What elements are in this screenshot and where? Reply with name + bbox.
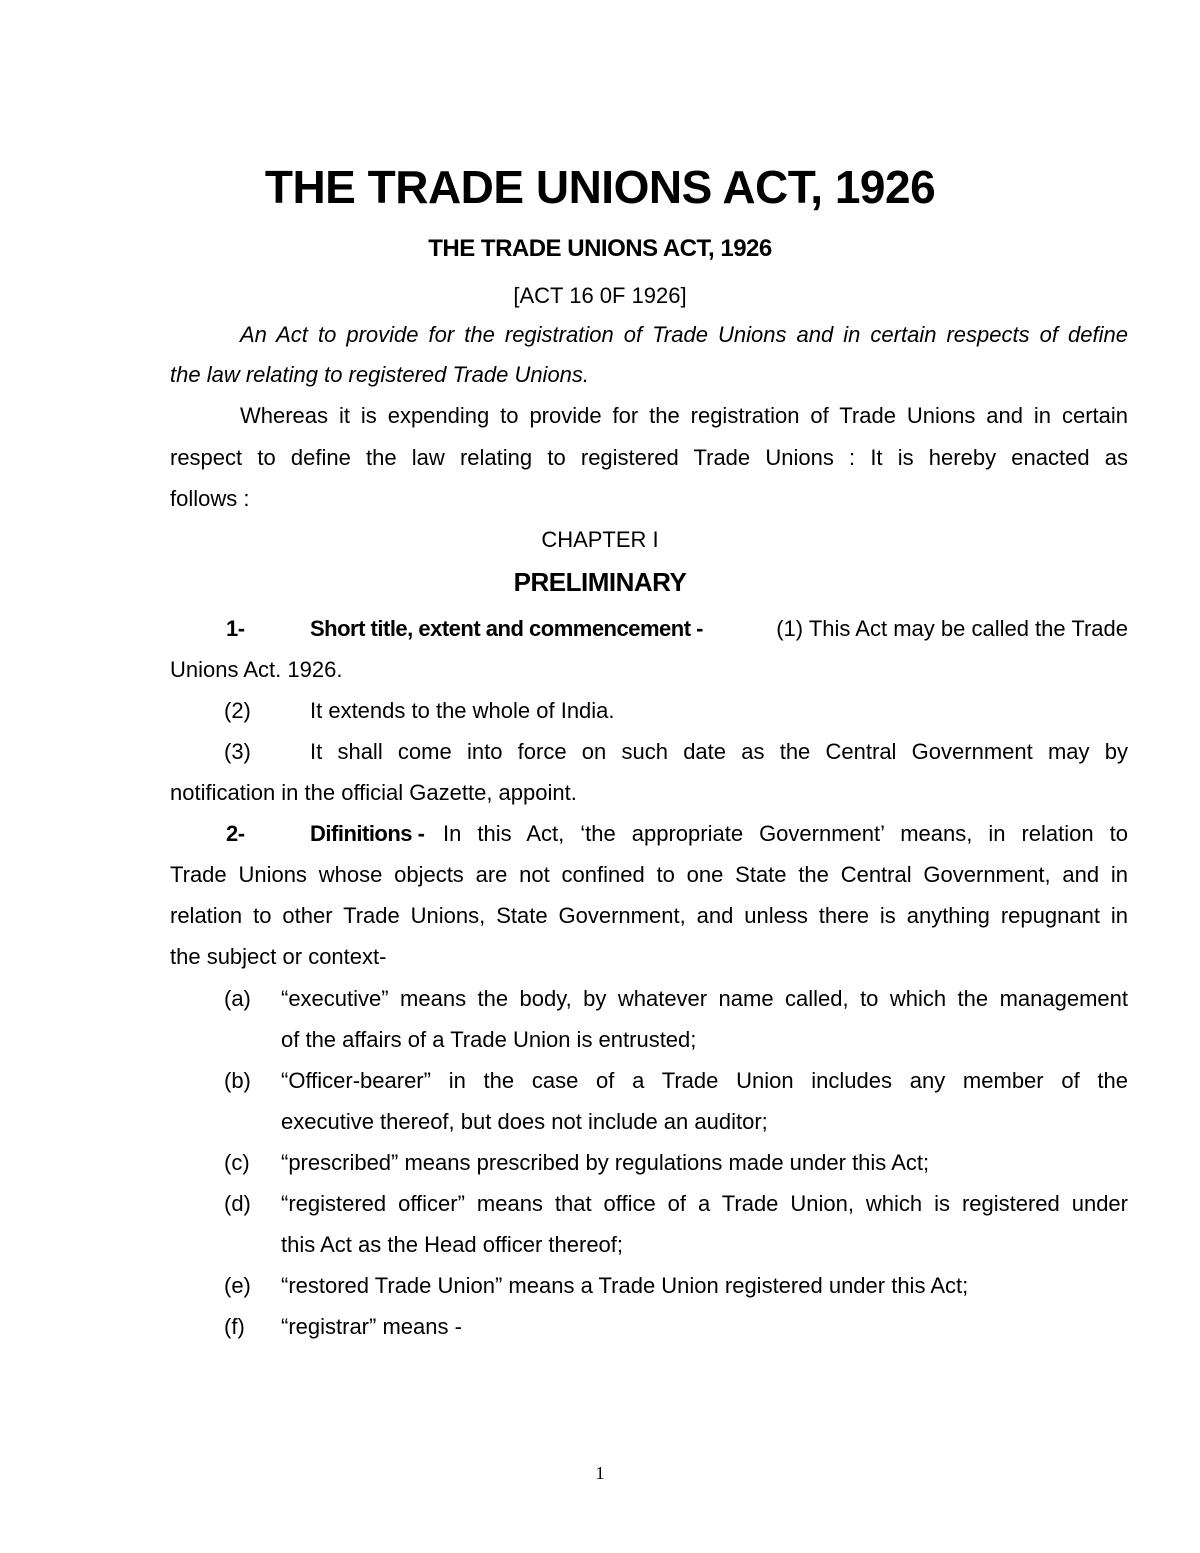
subsection-2-text: It extends to the whole of India. (310, 698, 615, 723)
section-2-text-line-4: the subject or context- (170, 944, 387, 969)
definition-text: “registrar” means - (281, 1314, 462, 1339)
definition-text-cont: executive thereof, but does not include an auditor; (281, 1109, 768, 1134)
definition-text: “restored Trade Union” means a Trade Union registered under this Act; (281, 1273, 969, 1298)
definition-label: (e) (224, 1273, 251, 1298)
definition-label: (c) (224, 1150, 250, 1175)
definition-text: “executive” means the body, by whatever name called, to which the management (281, 986, 1128, 1011)
chapter-number: CHAPTER I (541, 527, 659, 552)
act-number: [ACT 16 0F 1926] (513, 283, 687, 308)
subsection-3-label: (3) (224, 739, 251, 764)
preamble-line-2: respect to define the law relating to registered Trade Unions : It is hereby enacted as (170, 445, 1128, 470)
section-1-heading: Short title, extent and commencement - (310, 616, 703, 641)
definition-text-cont: this Act as the Head officer thereof; (281, 1232, 624, 1257)
definition-text: “prescribed” means prescribed by regulations made under this Act; (281, 1150, 930, 1175)
page-number: 1 (595, 1463, 605, 1483)
section-2-number: 2- (226, 821, 245, 846)
definition-label: (f) (224, 1314, 245, 1339)
subsection-3-text-cont: notification in the official Gazette, appoint. (170, 780, 577, 805)
section-1-text-cont: Unions Act. 1926. (170, 657, 343, 682)
preamble-line-3: follows : (170, 486, 250, 511)
definition-text: “registered officer” means that office of a Trade Union, which is registered under (281, 1191, 1128, 1216)
preamble-line-1: Whereas it is expending to provide for the registration of Trade Unions and in certain (240, 403, 1128, 428)
long-title-line-1: An Act to provide for the registration of Trade Unions and in certain respects of define (240, 322, 1128, 347)
section-2-text: In this Act, ‘the appropriate Government’ means, in relation to (443, 821, 1128, 846)
definition-label: (b) (224, 1068, 251, 1093)
chapter-title: PRELIMINARY (513, 567, 687, 597)
definition-label: (d) (224, 1191, 251, 1216)
definition-text-cont: of the affairs of a Trade Union is entrusted; (281, 1027, 697, 1052)
definition-text: “Officer-bearer” in the case of a Trade Union includes any member of the (281, 1068, 1128, 1093)
definition-label: (a) (224, 986, 251, 1011)
section-1-number: 1- (226, 616, 245, 641)
document-title: THE TRADE UNIONS ACT, 1926 (264, 161, 936, 213)
subsection-2-label: (2) (224, 698, 251, 723)
section-2-text-line-2: Trade Unions whose objects are not confined to one State the Central Government, and in (170, 862, 1128, 887)
act-title: THE TRADE UNIONS ACT, 1926 (428, 235, 772, 262)
section-2-text-line-3: relation to other Trade Unions, State Government, and unless there is anything repugnant in (170, 903, 1128, 928)
long-title-line-2: the law relating to registered Trade Unions. (170, 362, 590, 387)
subsection-3-text: It shall come into force on such date as the Central Government may by (310, 739, 1128, 764)
section-2-heading: Difinitions - (310, 821, 425, 846)
section-1-text: (1) This Act may be called the Trade (776, 616, 1128, 641)
